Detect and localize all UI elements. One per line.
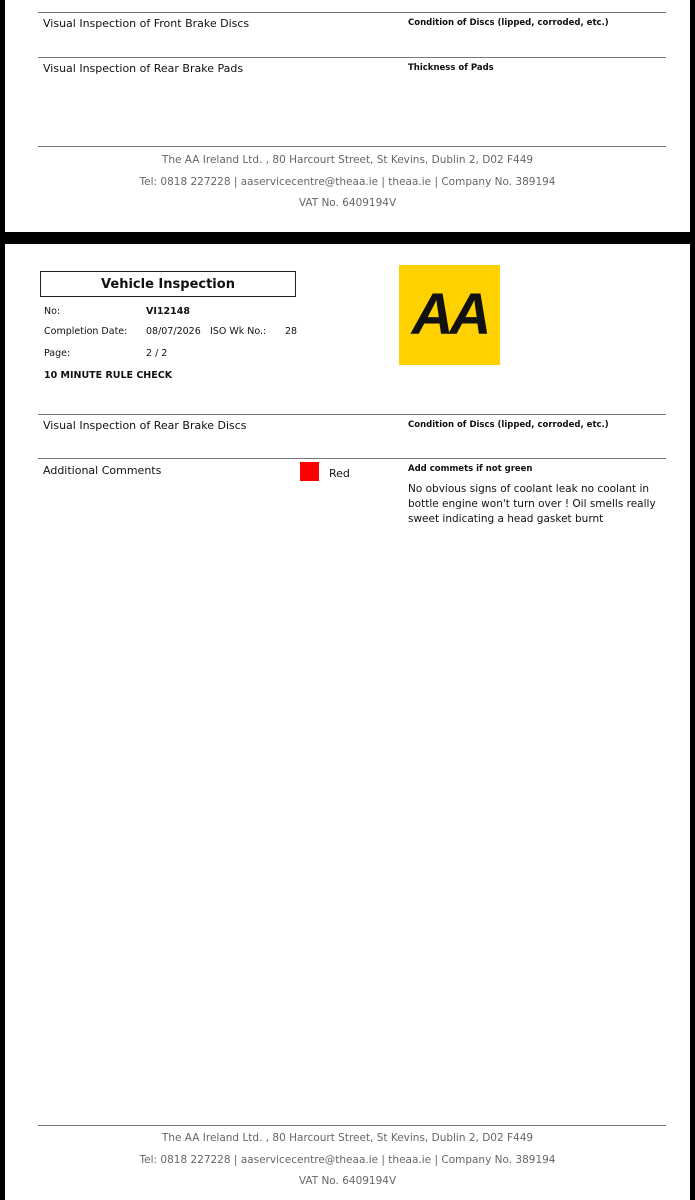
completion-date-value: 08/07/2026 xyxy=(146,326,201,337)
rear-discs-label: Visual Inspection of Rear Brake Discs xyxy=(43,419,247,432)
document-page-2 xyxy=(5,244,690,1200)
footer-address: The AA Ireland Ltd. , 80 Harcourt Street, St Kevins, Dublin 2, D02 F449 xyxy=(161,1132,534,1144)
comment-text: No obvious signs of coolant leak no coolant in bottle engine won't turn over ! Oil smells really sweet indicating a head gasket burnt xyxy=(408,483,656,525)
status-red-indicator xyxy=(300,462,319,481)
status-label: Red xyxy=(329,467,350,480)
no-value: VI12148 xyxy=(146,306,190,317)
page-value: 2 / 2 xyxy=(146,348,168,359)
divider xyxy=(38,414,666,415)
page-label: Page: xyxy=(44,348,71,359)
rear-pads-label: Visual Inspection of Rear Brake Pads xyxy=(43,62,244,75)
footer-contact: Tel: 0818 227228 | aaservicecentre@theaa.ie | theaa.ie | Company No. 389194 xyxy=(139,1154,556,1166)
footer-divider xyxy=(38,146,666,147)
footer-contact: Tel: 0818 227228 | aaservicecentre@theaa.ie | theaa.ie | Company No. 389194 xyxy=(139,176,556,188)
footer-divider xyxy=(38,1125,666,1126)
front-discs-label: Visual Inspection of Front Brake Discs xyxy=(43,17,250,30)
divider xyxy=(38,57,666,58)
rear-discs-header: Condition of Discs (lipped, corroded, etc.) xyxy=(408,420,609,430)
iso-week-label: ISO Wk No.: xyxy=(210,326,267,337)
footer-vat: VAT No. 6409194V xyxy=(298,1175,397,1187)
comments-label: Additional Comments xyxy=(43,464,162,477)
footer-address: The AA Ireland Ltd. , 80 Harcourt Street, St Kevins, Dublin 2, D02 F449 xyxy=(161,154,534,166)
completion-date-label: Completion Date: xyxy=(44,326,128,337)
divider xyxy=(38,12,666,13)
document-title: Vehicle Inspection xyxy=(40,271,296,297)
comments-header: Add commets if not green xyxy=(408,464,533,474)
aa-logo xyxy=(399,265,500,365)
divider xyxy=(38,458,666,459)
no-label: No: xyxy=(44,306,61,317)
document-page-1 xyxy=(5,0,690,232)
section-title: 10 MINUTE RULE CHECK xyxy=(44,370,173,381)
footer-vat: VAT No. 6409194V xyxy=(298,197,397,209)
front-discs-header: Condition of Discs (lipped, corroded, etc.) xyxy=(408,18,609,28)
aa-logo-text: AA xyxy=(411,282,488,347)
rear-pads-header: Thickness of Pads xyxy=(408,63,494,73)
iso-week-value: 28 xyxy=(285,326,298,337)
